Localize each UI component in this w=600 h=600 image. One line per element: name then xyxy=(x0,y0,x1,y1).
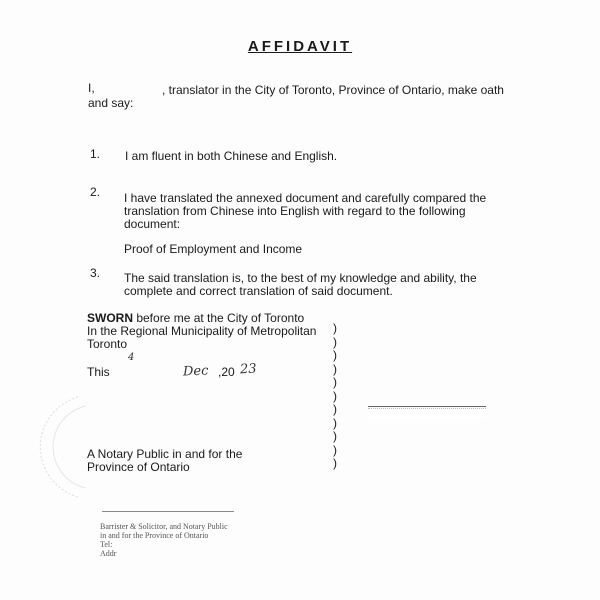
stamp-line2: in and for the Province of Ontario xyxy=(100,531,209,540)
document-title: AFFIDAVIT xyxy=(247,38,353,55)
item-number: 1. xyxy=(90,147,101,161)
item-text: I have translated the annexed document and carefully compared the xyxy=(124,191,487,205)
intro-line2: and say: xyxy=(88,96,134,110)
this-label: This xyxy=(87,365,110,379)
bracket-column: ) ) ) ) ) ) ) ) ) ) ) xyxy=(333,321,337,470)
sworn-line2: In the Regional Municipality of Metropolitan xyxy=(87,324,317,338)
redacted-name xyxy=(368,408,486,419)
handwritten-day: 4 xyxy=(128,352,135,363)
item-text: translation from Chinese into English with regard to the following xyxy=(124,204,466,218)
intro-text: , translator in the City of Toronto, Province of Ontario, make oath xyxy=(162,83,504,97)
deponent-signature-line xyxy=(368,406,486,407)
year-prefix: ,20 xyxy=(218,365,235,379)
stamp-line1: Barrister & Solicitor, and Notary Public xyxy=(100,522,228,531)
notary-line2: Province of Ontario xyxy=(87,460,190,474)
item-text: I am fluent in both Chinese and English. xyxy=(125,149,338,163)
handwritten-month: Dec xyxy=(182,363,209,380)
item-number: 3. xyxy=(90,266,101,280)
sworn-line1: SWORN before me at the City of Toronto xyxy=(87,311,305,325)
item-text: complete and correct translation of said document. xyxy=(124,284,393,298)
item-text: document: xyxy=(124,217,181,231)
intro-prefix: I, xyxy=(88,81,95,95)
notary-signature-line xyxy=(102,511,234,512)
notary-line1: A Notary Public in and for the xyxy=(87,447,243,461)
stamp-line4: Addr xyxy=(100,549,117,558)
document-name: Proof of Employment and Income xyxy=(124,242,303,256)
item-number: 2. xyxy=(90,185,101,199)
handwritten-year: 23 xyxy=(239,361,257,378)
stamp-line3: Tel: xyxy=(100,540,113,549)
item-text: The said translation is, to the best of my knowledge and ability, the xyxy=(124,271,477,285)
sworn-line3: Toronto xyxy=(87,337,128,351)
